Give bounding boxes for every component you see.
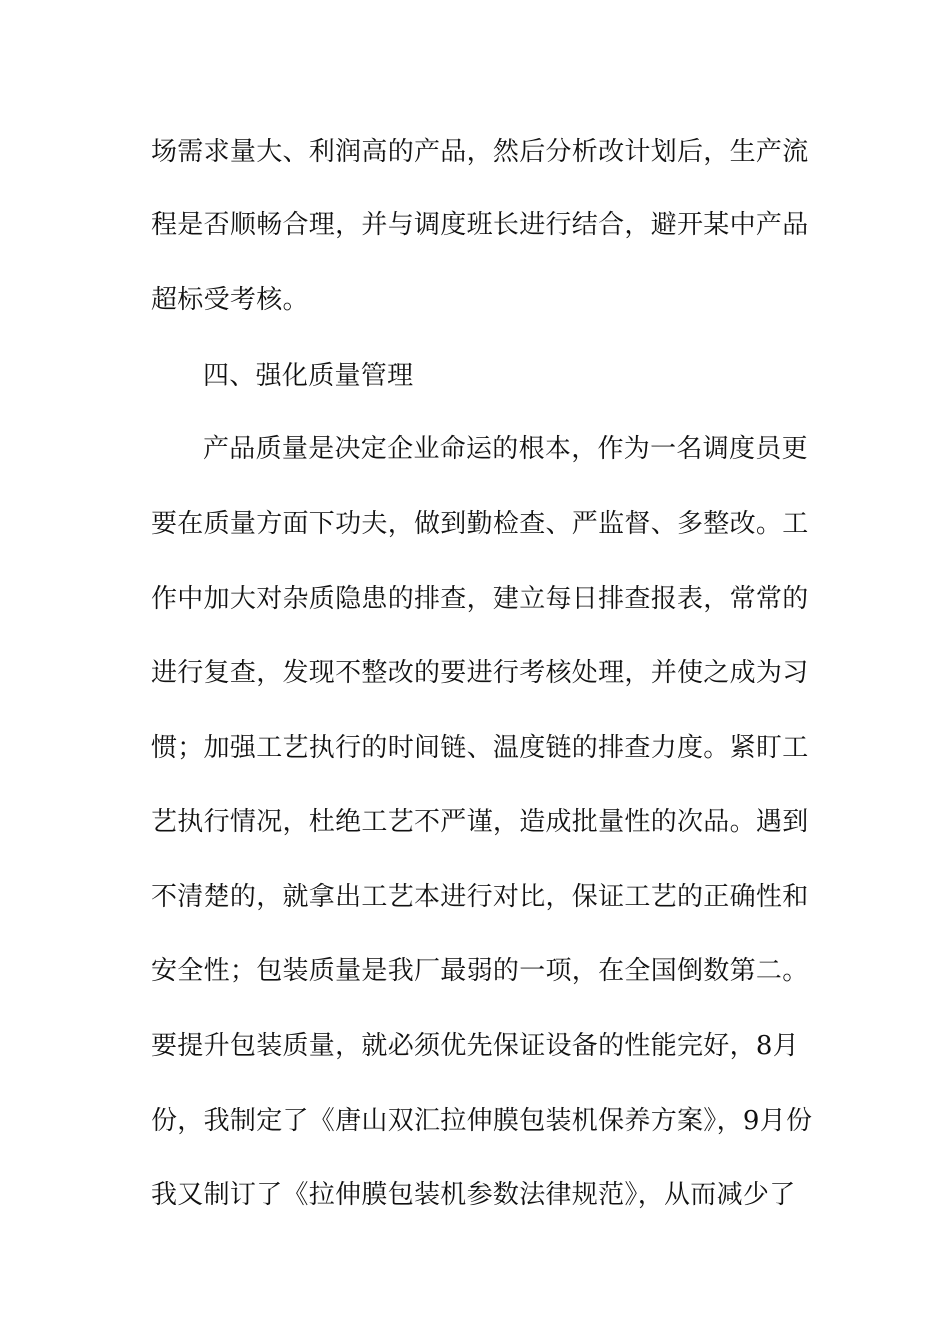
paragraph-line: 惯；加强工艺执行的时间链、温度链的排查力度。紧盯工 xyxy=(151,733,809,763)
paragraph-line: 我又制订了《拉伸膜包装机参数法律规范》，从而减少了 xyxy=(151,1180,796,1210)
paragraph-line: 不清楚的，就拿出工艺本进行对比，保证工艺的正确性和 xyxy=(151,882,809,912)
paragraph-line: 产品质量是决定企业命运的根本，作为一名调度员更 xyxy=(203,434,808,464)
paragraph-line: 要提升包装质量，就必须优先保证设备的性能完好，8月 xyxy=(151,1031,800,1061)
paragraph-line: 进行复查，发现不整改的要进行考核处理，并使之成为习 xyxy=(151,658,809,688)
paragraph-line: 场需求量大、利润高的产品，然后分析改计划后，生产流 xyxy=(151,137,809,167)
section-heading: 四、强化质量管理 xyxy=(203,361,414,391)
paragraph-line: 艺执行情况，杜绝工艺不严谨，造成批量性的次品。遇到 xyxy=(151,807,809,837)
paragraph-line: 安全性；包装质量是我厂最弱的一项，在全国倒数第二。 xyxy=(151,956,809,986)
paragraph-line: 程是否顺畅合理，并与调度班长进行结合，避开某中产品 xyxy=(151,210,809,240)
paragraph-line: 超标受考核。 xyxy=(151,285,309,315)
paragraph-line: 要在质量方面下功夫，做到勤检查、严监督、多整改。工 xyxy=(151,509,809,539)
paragraph-line: 份，我制定了《唐山双汇拉伸膜包装机保养方案》，9月份 xyxy=(151,1106,813,1136)
paragraph-line: 作中加大对杂质隐患的排查，建立每日排查报表，常常的 xyxy=(151,584,809,614)
